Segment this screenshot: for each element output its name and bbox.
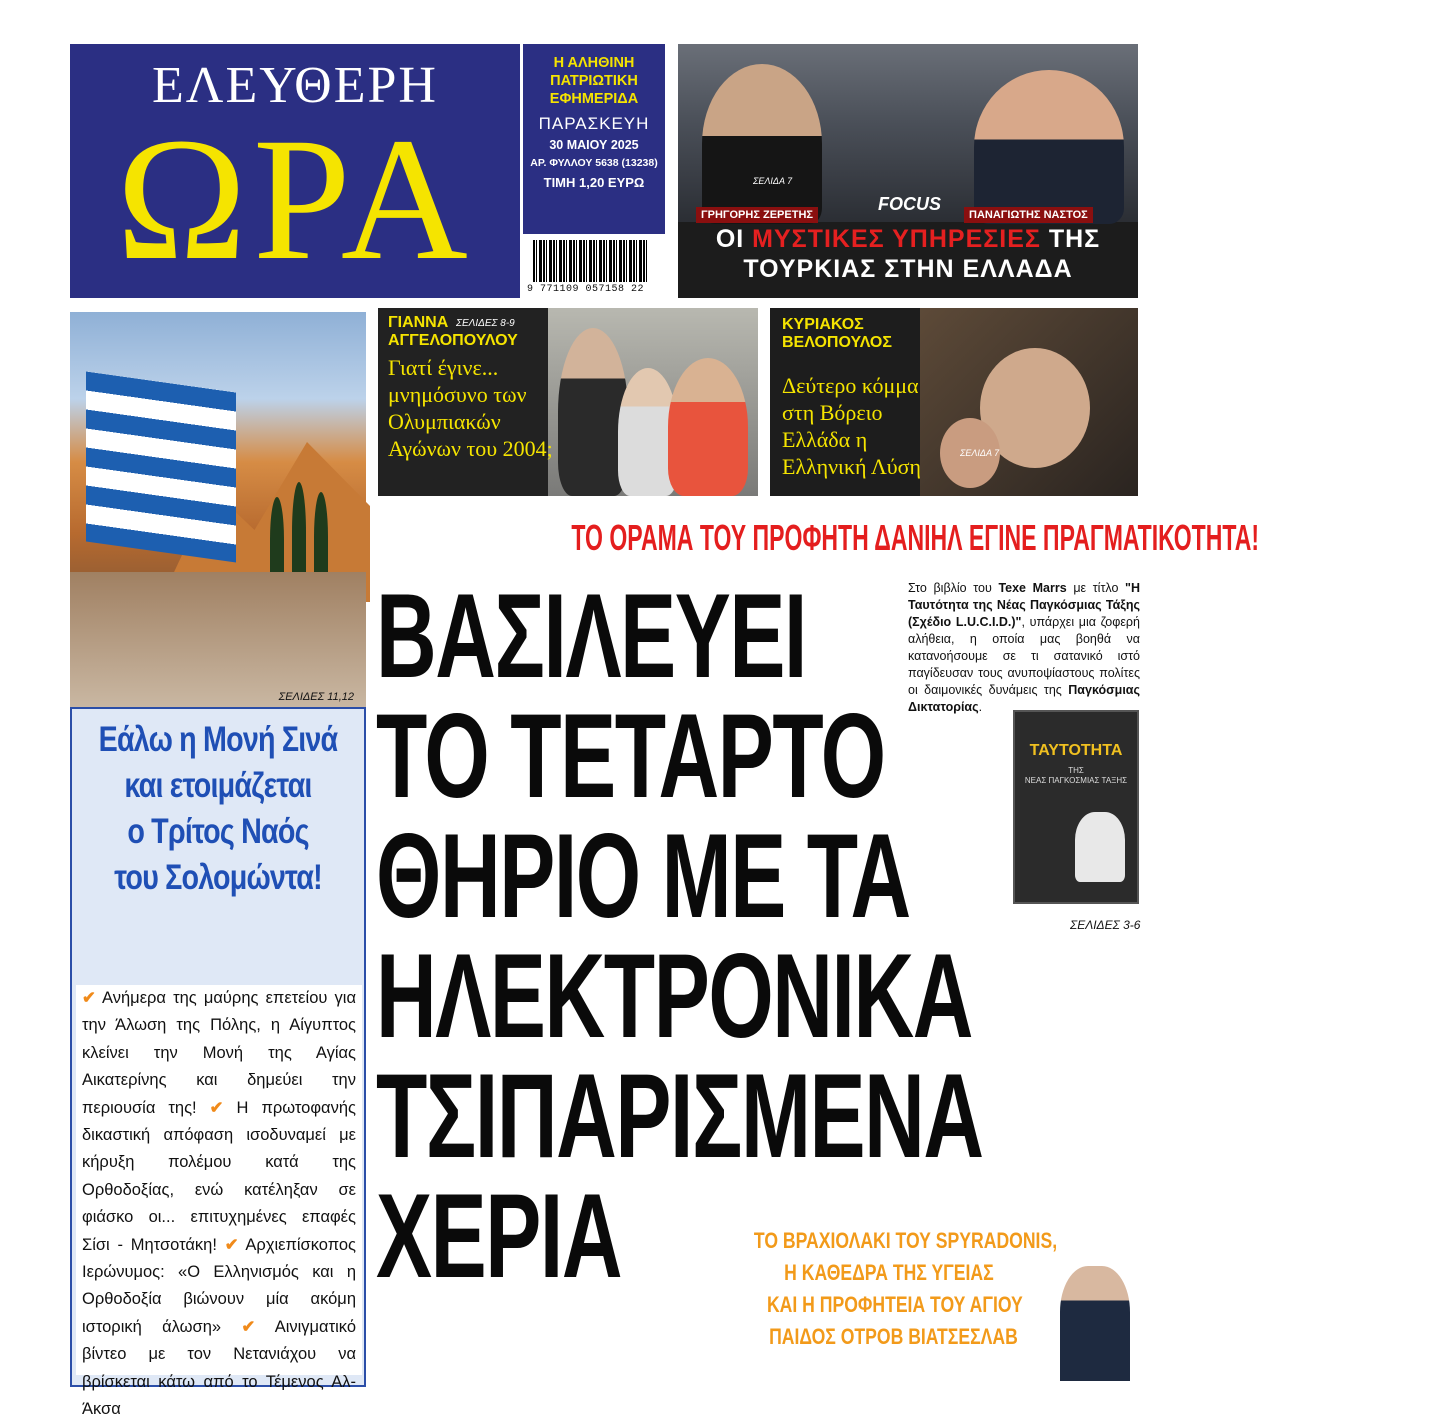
masthead-title: ΩΡΑ <box>116 102 474 297</box>
story-photo <box>920 308 1138 496</box>
main-headline-line: ΤΣΙΠΑΡΙΣΜΕΝΑ <box>376 1049 983 1183</box>
person-left-caption: ΓΡΗΓΟΡΗΣ ΖΕΡΕΤΗΣ <box>696 207 818 223</box>
story-velopoulos[interactable] <box>770 308 1138 496</box>
title-line: μνημόσυνο των <box>388 382 527 407</box>
bottom-story-line-text: ΚΑΙ Η ΠΡΟΦΗΤΕΙΑ ΤΟΥ ΑΓΙΟΥ <box>767 1292 1023 1317</box>
figure-woman <box>668 358 748 496</box>
main-headline-line: ΘΗΡΙΟ ΜΕ ΤΑ <box>376 809 910 943</box>
title-line: Δεύτερο κόμμα <box>782 373 919 398</box>
person-right-figure <box>974 70 1124 224</box>
title-line: Ελλάδα η <box>782 427 868 452</box>
sidebar-text-part: Στο βιβλίο του <box>908 581 999 595</box>
issue-price: ΤΙΜΗ 1,20 ΕΥΡΩ <box>543 175 645 190</box>
barcode <box>523 236 665 298</box>
bottom-story-line <box>678 1322 1108 1352</box>
sinai-monastery-photo <box>70 312 366 707</box>
monastery-wall <box>70 572 366 707</box>
headline-red: ΜΥΣΤΙΚΕΣ ΥΠΗΡΕΣΙΕΣ <box>752 225 1041 253</box>
left-story-pages: ΣΕΛΙΔΕΣ 11,12 <box>278 691 354 703</box>
sidebar-pages: ΣΕΛΙΔΕΣ 3-6 <box>1070 918 1141 932</box>
cypress-tree <box>292 482 306 582</box>
headline-pre: ΟΙ <box>715 225 753 253</box>
check-icon: ✔ <box>209 1098 224 1117</box>
main-headline-line: ΤΟ ΤΕΤΑΡΤΟ <box>376 689 885 823</box>
title-line: Γιατί έγινε... <box>388 355 499 380</box>
issue-day: ΠΑΡΑΣΚΕΥΗ <box>538 114 650 133</box>
bottom-story-line <box>690 1226 1120 1256</box>
sidebar-text-part: , υπάρχει μια ζοφερή αλήθεια, η οποία μας βοηθά να κατανοήσουμε σε τι σατανικό ιστό παγίδευσαν τους ανυποψίαστους πολίτες οι δαιμονικές δυνάμεις της <box>908 615 1140 697</box>
cypress-tree <box>314 492 328 582</box>
body-paragraph: Η πρωτοφανής δικαστική απόφαση ισοδυναμεί με κήρυξη πολέμου κατά της Ορθοδοξίας, ενώ κατέληξαν σε φιάσκο οι... επιτυχημένες επαφές Σίσι - Μητσοτάκη! <box>82 1098 356 1254</box>
main-headline-line: ΧΕΡΙΑ <box>376 1169 622 1303</box>
left-story-body <box>76 985 362 1419</box>
name-line: ΑΓΓΕΛΟΠΟΥΛΟΥ <box>388 332 518 349</box>
barcode-bars <box>533 240 647 282</box>
focus-logo: FOCUS <box>878 194 941 214</box>
cypress-tree <box>270 497 284 582</box>
person-left-figure <box>702 64 822 224</box>
headline-line: και ετοιμάζεται <box>124 766 312 805</box>
story-photo <box>548 308 758 496</box>
issue-number: ΑΡ. ΦΥΛΛΟΥ 5638 (13238) <box>530 157 658 169</box>
tagline-line-1: Η ΑΛΗΘΙΝΗ <box>553 55 635 71</box>
person-right-caption: ΠΑΝΑΓΙΩΤΗΣ ΝΑΣΤΟΣ <box>964 207 1093 223</box>
main-headline-line: ΒΑΣΙΛΕΥΕΙ <box>376 569 806 703</box>
check-icon: ✔ <box>82 989 96 1007</box>
title-line: Αγώνων του 2004; <box>388 436 553 461</box>
title-line: Ελληνική Λύση <box>782 454 922 479</box>
bottom-story-line-text: ΠΑΙΔΟΣ ΟΤΡΟΒ ΒΙΑΤΣΕΣΛΑΒ <box>768 1324 1018 1349</box>
headline-line: Εάλω η Μονή Σινά <box>98 720 338 759</box>
sidebar-author: Texe Marrs <box>998 581 1067 595</box>
sidebar-emphasis: Παγκόσμιας Δικτατορίας <box>908 683 1140 714</box>
story-title <box>388 354 553 462</box>
name-line: ΚΥΡΙΑΚΟΣ <box>782 316 864 333</box>
bottom-story[interactable] <box>690 1226 1130 1386</box>
issue-date: 30 ΜΑΙΟΥ 2025 <box>549 138 639 152</box>
left-story[interactable] <box>70 707 366 1419</box>
book-figure <box>1075 812 1125 882</box>
check-icon: ✔ <box>241 1317 256 1336</box>
name-line: ΒΕΛΟΠΟΥΛΟΣ <box>782 334 892 351</box>
sidebar-text-part: με τίτλο <box>1066 581 1126 595</box>
left-story-headline <box>98 717 337 901</box>
masthead-prefix: ΕΛΕΥΘΕΡΗ <box>152 57 438 114</box>
story-title <box>782 372 921 480</box>
headline-line: του Σολομώντα! <box>114 858 322 897</box>
story-person-name <box>782 316 892 352</box>
top-story-page-ref: ΣΕΛΙΔΑ 7 <box>753 176 793 186</box>
title-line: στη Βόρειο <box>782 400 883 425</box>
body-paragraph: Ανήμερα της μαύρης επετείου για την Άλωση της Πόλης, η Αίγυπτος κλείνει την Μονή της Αγίας Αικατερίνης και δημεύει την περιουσία της! <box>82 989 356 1117</box>
sidebar-book-title: "Η Ταυτότητα της Νέας Παγκόσμιας Τάξης (Σχέδιο L.U.C.I.D.)" <box>908 581 1140 629</box>
story-angelopoulou[interactable] <box>378 308 758 496</box>
tagline-line-3: ΕΦΗΜΕΡΙΔΑ <box>549 91 639 107</box>
check-icon: ✔ <box>224 1235 239 1254</box>
bottom-story-line <box>674 1258 1104 1288</box>
top-story[interactable] <box>678 44 1138 298</box>
masthead[interactable] <box>70 44 520 298</box>
headline-post: ΤΗΣ <box>1040 225 1101 253</box>
bottom-story-line-text: Η ΚΑΘΕΔΡΑ ΤΗΣ ΥΓΕΙΑΣ <box>784 1260 994 1285</box>
headline-line: ο Τρίτος Ναός <box>127 812 309 851</box>
barcode-number: 9 771109 057158 22 <box>527 284 645 295</box>
book-cover <box>1013 710 1139 904</box>
story-pages: ΣΕΛΙΔΕΣ 8-9 <box>456 318 515 329</box>
body-paragraph: Αρχιεπίσκοπος Ιερώνυμος: «Ο Ελληνισμός και η Ορθοδοξία βιώνουν μία ακόμη ιστορική άλωση» <box>82 1235 356 1336</box>
kicker-text: ΤΟ ΟΡΑΜΑ ΤΟΥ ΠΡΟΦΗΤΗ ΔΑΝΙΗΛ ΕΓΙΝΕ ΠΡΑΓΜΑΤΙΚΟΤΗΤΑ! <box>571 517 1260 558</box>
kicker-strip <box>378 512 1260 564</box>
book-title: ΤΑΥΤΟΤΗΤΑ <box>1029 742 1123 759</box>
bottom-story-person <box>1060 1266 1130 1381</box>
bottom-story-line <box>680 1290 1110 1320</box>
main-headline-line: ΗΛΕΚΤΡΟΝΙΚΑ <box>376 929 972 1063</box>
top-story-headline <box>678 224 1138 284</box>
name-line: ΓΙΑΝΝΑ <box>388 314 449 331</box>
tagline-line-2: ΠΑΤΡΙΩΤΙΚΗ <box>550 73 638 89</box>
story-pages: ΣΕΛΙΔΑ 7 <box>960 448 1000 458</box>
issue-info-box <box>523 44 665 234</box>
body-paragraph: Αινιγματικό βίντεο με τον Νετανιάχου να βρίσκεται κάτω από το Τέμενος Αλ-Άκσα <box>82 1317 356 1419</box>
title-line: Ολυμπιακών <box>388 409 501 434</box>
headline-line-2: ΤΟΥΡΚΙΑΣ ΣΤΗΝ ΕΛΛΑΔΑ <box>743 255 1073 283</box>
greek-flag-icon <box>86 371 236 562</box>
book-subtitle: ΤΗΣ <box>1068 766 1084 775</box>
sidebar-text <box>908 580 1140 716</box>
sidebar-text-part: . <box>978 700 983 714</box>
book-subtitle: ΝΕΑΣ ΠΑΓΚΟΣΜΙΑΣ ΤΑΞΗΣ <box>1024 776 1128 785</box>
bottom-story-line-text: ΤΟ ΒΡΑΧΙΟΛΑΚΙ ΤΟΥ SPYRADONIS, <box>753 1228 1057 1253</box>
